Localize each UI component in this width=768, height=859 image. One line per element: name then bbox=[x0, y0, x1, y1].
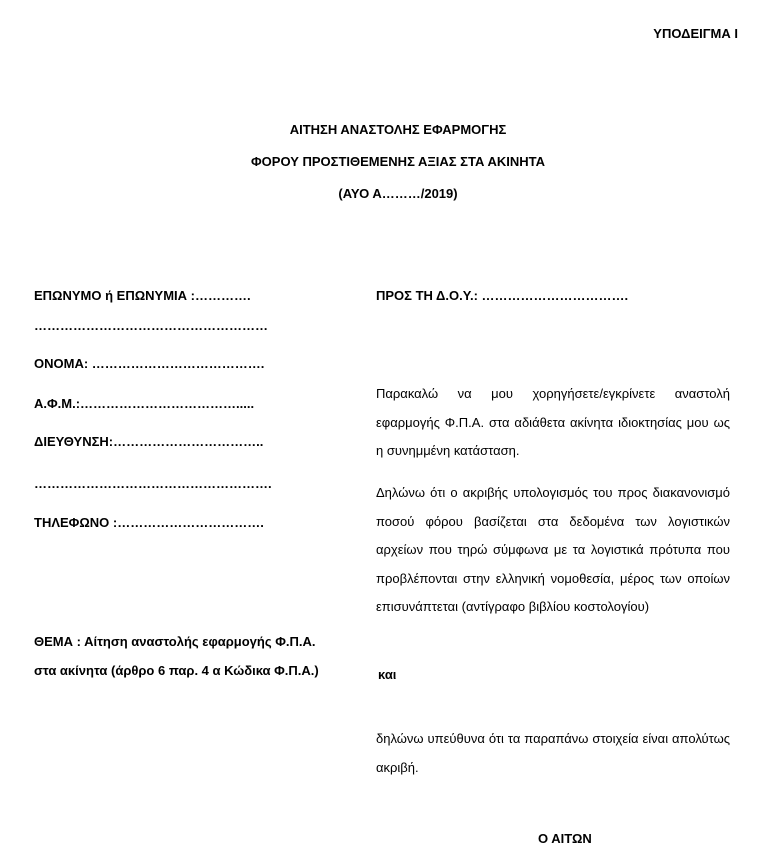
document-reference: (ΑΥΟ Α………/2019) bbox=[338, 186, 458, 201]
phone-field: ΤΗΛΕΦΩΝΟ :……………………………. bbox=[34, 515, 264, 530]
surname-field: ΕΠΩΝΥΜΟ ή ΕΠΩΝΥΜΙΑ :…………. bbox=[34, 288, 251, 303]
recipient-tax-office: ΠΡΟΣ ΤΗ Δ.Ο.Υ.: ……………………………. bbox=[376, 288, 629, 303]
responsibility-text: δηλώνω υπεύθυνα ότι τα παραπάνω στοιχεία είναι απολύτως ακριβή. bbox=[376, 731, 730, 775]
address-continuation-field: ………………………………………………. bbox=[34, 476, 272, 491]
subject-line-1: ΘΕΜΑ : Αίτηση αναστολής εφαρμογής Φ.Π.Α. bbox=[34, 634, 316, 649]
subject-line-2: στα ακίνητα (άρθρο 6 παρ. 4 α Κώδικα Φ.Π.Α.) bbox=[34, 663, 319, 678]
afm-field: Α.Φ.Μ.:………………………………..... bbox=[34, 396, 255, 411]
request-paragraph bbox=[376, 380, 730, 466]
request-text: Παρακαλώ να μου χορηγήσετε/εγκρίνετε αναστολή εφαρμογής Φ.Π.Α. στα αδιάθετα ακίνητα ιδιοκτησίας μου ως η συνημμένη κατάσταση. bbox=[376, 386, 730, 458]
form-label: ΥΠΟΔΕΙΓΜΑ Ι bbox=[653, 26, 738, 41]
name-field: ΟΝΟΜΑ: …………………………………. bbox=[34, 356, 265, 371]
declaration-paragraph bbox=[376, 479, 730, 622]
surname-continuation-field: ……………………………………………… bbox=[34, 318, 268, 333]
document-title-line-2: ΦΟΡΟΥ ΠΡΟΣΤΙΘΕΜΕΝΗΣ ΑΞΙΑΣ ΣΤΑ ΑΚΙΝΗΤΑ bbox=[251, 154, 545, 169]
responsibility-paragraph bbox=[376, 725, 730, 782]
document-title-line-1: ΑΙΤΗΣΗ ΑΝΑΣΤΟΛΗΣ ΕΦΑΡΜΟΓΗΣ bbox=[289, 122, 507, 137]
declaration-text: Δηλώνω ότι ο ακριβής υπολογισμός του προς διακανονισμό ποσού φόρου βασίζεται στα δεδομένα των λογιστικών αρχείων που τηρώ σύμφωνα με τα λογιστικά πρότυπα που προβλέπονται στην ελληνική νομοθεσία, μέρος των οποίων επισυνάπτεται (αντίγραφο βιβλίου κοστολογίου) bbox=[376, 485, 730, 614]
signature-label: Ο ΑΙΤΩΝ bbox=[538, 831, 592, 846]
conjunction-text: και bbox=[378, 667, 397, 682]
address-field: ΔΙΕΥΘΥΝΣΗ:…………………………….. bbox=[34, 434, 264, 449]
